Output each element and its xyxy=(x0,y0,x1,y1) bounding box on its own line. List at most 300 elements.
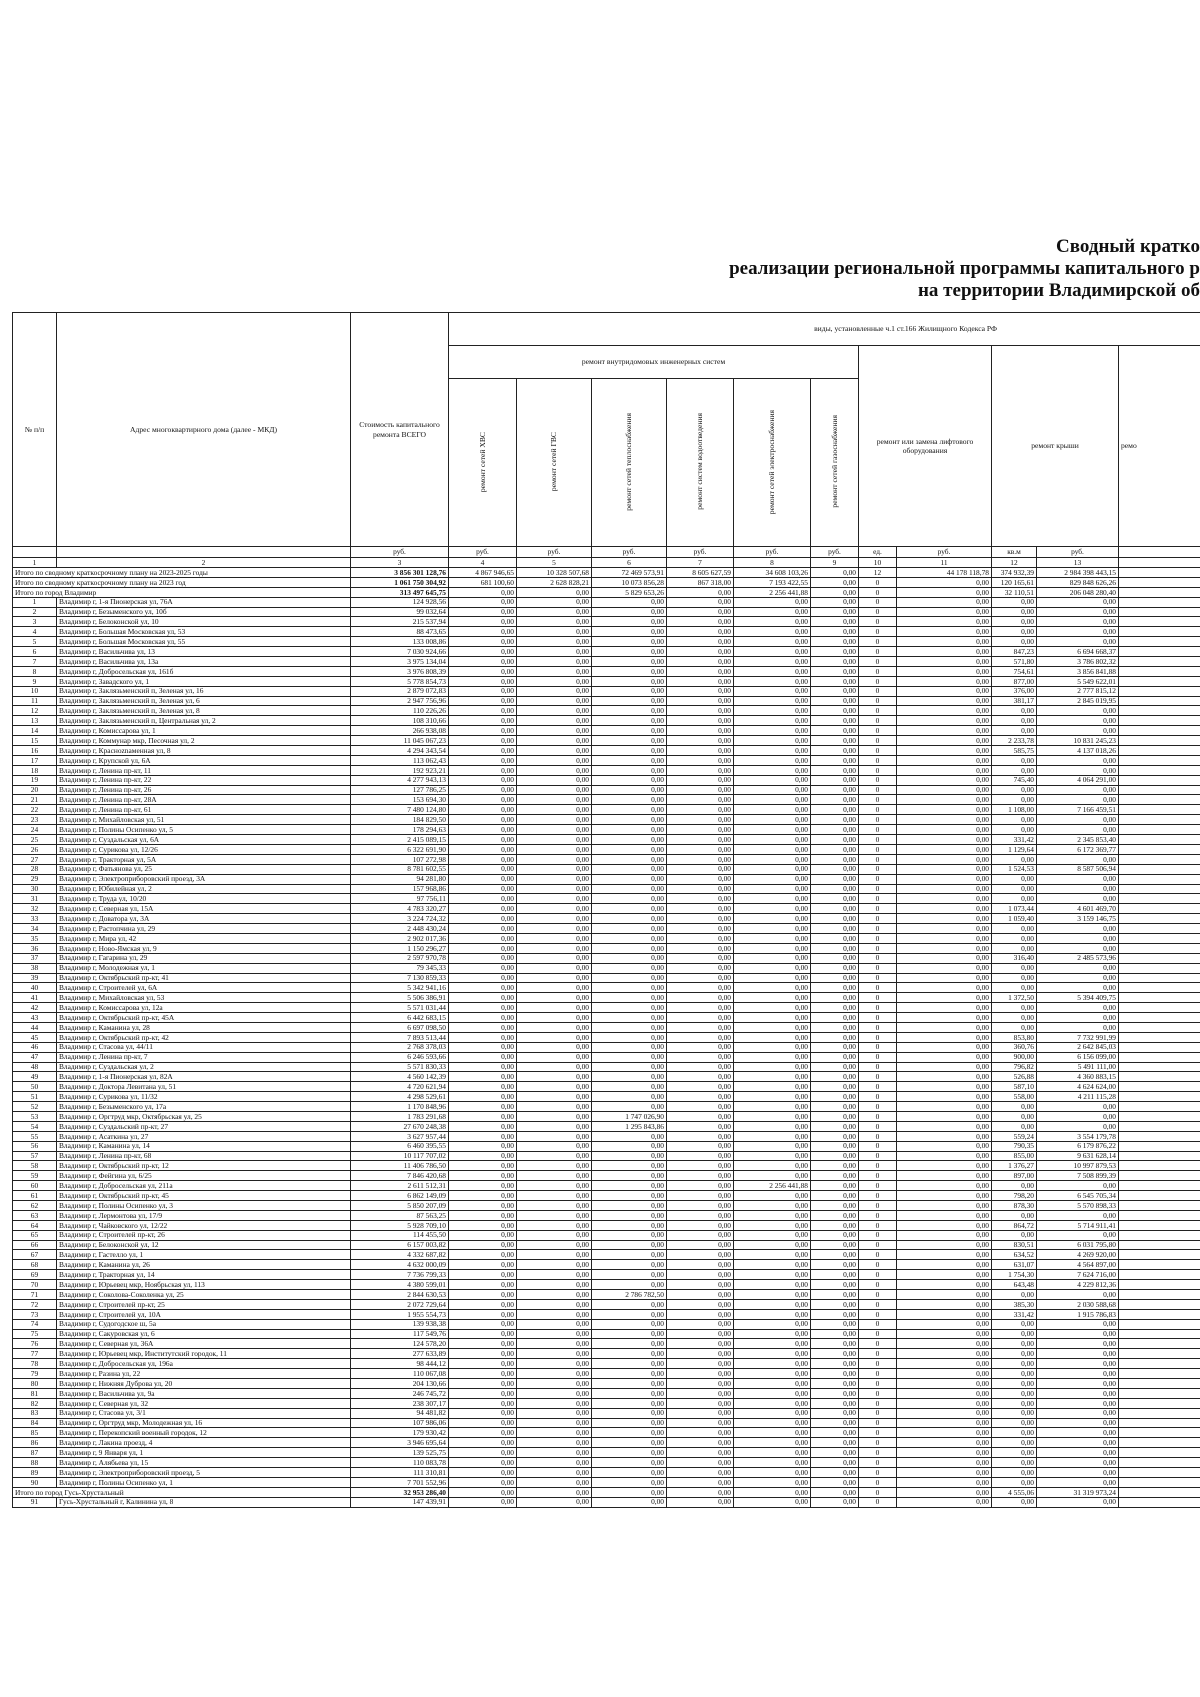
col-index: 10 xyxy=(859,558,897,568)
row-address: Владимир г, Фейгина ул, 6/25 xyxy=(57,1171,351,1181)
row-value-cell: 0,00 xyxy=(592,1171,667,1181)
table-row xyxy=(13,706,1200,716)
row-value-cell: 0,00 xyxy=(449,716,517,726)
row-address: Владимир г, Ленина пр-кт, 26 xyxy=(57,785,351,795)
row-value-cell: 0,00 xyxy=(1037,637,1119,647)
row-value-cell: 0,00 xyxy=(667,746,734,756)
overflow-cell xyxy=(1119,1299,1200,1309)
row-value-cell: 0,00 xyxy=(517,1052,592,1062)
row-value-cell: 0,00 xyxy=(734,1448,811,1458)
row-value-cell: 0,00 xyxy=(734,1121,811,1131)
table-row xyxy=(13,1260,1200,1270)
row-value-cell: 0,00 xyxy=(517,1121,592,1131)
row-number: 32 xyxy=(13,904,57,914)
row-value-cell: 0,00 xyxy=(897,1359,992,1369)
row-value-cell: 900,00 xyxy=(992,1052,1037,1062)
row-value-cell: 0,00 xyxy=(811,1072,859,1082)
row-value-cell: 0,00 xyxy=(734,1141,811,1151)
row-value-cell: 0,00 xyxy=(449,894,517,904)
row-value-cell: 0,00 xyxy=(811,1369,859,1379)
row-value-cell: 0,00 xyxy=(811,1092,859,1102)
table-row xyxy=(13,1191,1200,1201)
overflow-cell xyxy=(1119,1408,1200,1418)
row-address: Владимир г, Строителей пр-кт, 26 xyxy=(57,1230,351,1240)
total-value-cell: 0,00 xyxy=(811,1487,859,1497)
overflow-cell xyxy=(1119,894,1200,904)
overflow-cell xyxy=(1119,1131,1200,1141)
row-value-cell: 0,00 xyxy=(1037,1111,1119,1121)
table-row xyxy=(13,1408,1200,1418)
row-value-cell: 0,00 xyxy=(592,914,667,924)
row-value-cell: 0,00 xyxy=(897,1438,992,1448)
row-value-cell: 0,00 xyxy=(449,933,517,943)
row-value-cell: 0,00 xyxy=(734,1131,811,1141)
row-value-cell: 0,00 xyxy=(897,795,992,805)
row-total-cost: 246 745,72 xyxy=(351,1388,449,1398)
row-value-cell: 0,00 xyxy=(592,1438,667,1448)
row-value-cell: 0,00 xyxy=(1037,963,1119,973)
row-value-cell: 0,00 xyxy=(667,597,734,607)
row-total-cost: 6 246 593,66 xyxy=(351,1052,449,1062)
row-total-cost: 107 986,06 xyxy=(351,1418,449,1428)
row-value-cell: 0,00 xyxy=(1037,854,1119,864)
row-total-cost: 110 083,78 xyxy=(351,1458,449,1468)
row-value-cell: 0,00 xyxy=(897,894,992,904)
row-value-cell: 745,40 xyxy=(992,775,1037,785)
row-value-cell: 0,00 xyxy=(811,617,859,627)
row-value-cell: 0,00 xyxy=(1037,943,1119,953)
row-value-cell: 0,00 xyxy=(517,1131,592,1141)
row-value-cell: 0,00 xyxy=(517,1092,592,1102)
row-value-cell: 0,00 xyxy=(811,1062,859,1072)
header-electric: ремонт сетей электроснабжения xyxy=(734,379,811,547)
row-value-cell: 0,00 xyxy=(517,825,592,835)
table-row xyxy=(13,597,1200,607)
unit-cell: руб. xyxy=(811,547,859,558)
row-number: 8 xyxy=(13,666,57,676)
row-address: Владимир г, Северная ул, 32 xyxy=(57,1398,351,1408)
overflow-cell xyxy=(1119,1092,1200,1102)
row-value-cell: 0 xyxy=(859,854,897,864)
unit-cell: кв.м xyxy=(992,547,1037,558)
row-value-cell: 1 059,40 xyxy=(992,914,1037,924)
row-value-cell: 0,00 xyxy=(1037,617,1119,627)
table-row xyxy=(13,1369,1200,1379)
row-value-cell: 0,00 xyxy=(897,1111,992,1121)
row-total-cost: 178 294,63 xyxy=(351,825,449,835)
row-value-cell: 0,00 xyxy=(449,914,517,924)
row-value-cell: 0,00 xyxy=(592,874,667,884)
row-value-cell: 0,00 xyxy=(734,1052,811,1062)
row-value-cell: 0,00 xyxy=(734,953,811,963)
row-value-cell: 0,00 xyxy=(992,795,1037,805)
row-value-cell: 0,00 xyxy=(897,973,992,983)
row-value-cell: 790,35 xyxy=(992,1141,1037,1151)
row-value-cell: 0,00 xyxy=(592,933,667,943)
row-value-cell: 0,00 xyxy=(811,1171,859,1181)
row-value-cell: 0,00 xyxy=(592,1151,667,1161)
overflow-cell xyxy=(1119,1379,1200,1389)
row-value-cell: 0,00 xyxy=(592,1013,667,1023)
row-value-cell: 0,00 xyxy=(667,1072,734,1082)
table-row xyxy=(13,904,1200,914)
row-value-cell: 0,00 xyxy=(1037,785,1119,795)
row-value-cell: 6 031 795,80 xyxy=(1037,1240,1119,1250)
row-value-cell: 0,00 xyxy=(517,1339,592,1349)
row-value-cell: 0,00 xyxy=(897,953,992,963)
row-value-cell: 0,00 xyxy=(667,1438,734,1448)
row-value-cell: 0,00 xyxy=(811,627,859,637)
row-value-cell: 0 xyxy=(859,627,897,637)
row-value-cell: 0,00 xyxy=(449,825,517,835)
row-value-cell: 0,00 xyxy=(517,963,592,973)
row-address: Владимир г, Стасова ул, 3/1 xyxy=(57,1408,351,1418)
row-value-cell: 0,00 xyxy=(1037,1497,1119,1507)
row-number: 85 xyxy=(13,1428,57,1438)
row-value-cell: 0,00 xyxy=(449,686,517,696)
table-row xyxy=(13,1349,1200,1359)
row-number: 50 xyxy=(13,1082,57,1092)
row-value-cell: 0,00 xyxy=(1037,1388,1119,1398)
row-total-cost: 79 345,33 xyxy=(351,963,449,973)
row-value-cell: 0,00 xyxy=(517,1359,592,1369)
row-value-cell: 0,00 xyxy=(897,775,992,785)
total-value-cell: 44 178 118,78 xyxy=(897,568,992,578)
row-value-cell: 0,00 xyxy=(517,597,592,607)
overflow-cell xyxy=(1119,1141,1200,1151)
overflow-cell xyxy=(1119,706,1200,716)
row-value-cell: 0,00 xyxy=(811,1013,859,1023)
row-value-cell: 0,00 xyxy=(992,983,1037,993)
row-value-cell: 0,00 xyxy=(592,1458,667,1468)
row-value-cell: 0,00 xyxy=(734,854,811,864)
row-total-cost: 4 277 943,13 xyxy=(351,775,449,785)
table-row xyxy=(13,983,1200,993)
row-value-cell: 0,00 xyxy=(667,706,734,716)
row-value-cell: 0,00 xyxy=(897,1131,992,1141)
row-value-cell: 0,00 xyxy=(592,607,667,617)
total-value-cell: 0,00 xyxy=(897,577,992,587)
total-cost-cell: 32 953 286,40 xyxy=(351,1487,449,1497)
row-value-cell: 0,00 xyxy=(897,1299,992,1309)
row-value-cell: 0,00 xyxy=(592,1042,667,1052)
row-value-cell: 0,00 xyxy=(897,696,992,706)
row-address: Владимир г, Заклязьменский п, Зеленая ул, 8 xyxy=(57,706,351,716)
total-value-cell: 0,00 xyxy=(449,1487,517,1497)
row-value-cell: 0,00 xyxy=(811,765,859,775)
row-value-cell: 381,17 xyxy=(992,696,1037,706)
row-value-cell: 0,00 xyxy=(897,1052,992,1062)
row-value-cell: 0,00 xyxy=(517,1280,592,1290)
row-value-cell: 0,00 xyxy=(811,1151,859,1161)
row-value-cell: 0,00 xyxy=(667,1102,734,1112)
row-value-cell: 0,00 xyxy=(517,1428,592,1438)
row-value-cell: 0,00 xyxy=(992,1497,1037,1507)
row-value-cell: 0,00 xyxy=(592,795,667,805)
row-value-cell: 0,00 xyxy=(734,864,811,874)
row-address: Владимир г, Нижняя Дуброва ул, 20 xyxy=(57,1379,351,1389)
row-value-cell: 0 xyxy=(859,1191,897,1201)
overflow-cell xyxy=(1119,795,1200,805)
row-address: Владимир г, Перекопский военный городок, 12 xyxy=(57,1428,351,1438)
row-total-cost: 124 578,20 xyxy=(351,1339,449,1349)
row-value-cell: 0 xyxy=(859,1438,897,1448)
row-number: 11 xyxy=(13,696,57,706)
overflow-cell xyxy=(1119,1013,1200,1023)
row-value-cell: 0,00 xyxy=(734,1260,811,1270)
row-number: 88 xyxy=(13,1458,57,1468)
row-value-cell: 0,00 xyxy=(734,1161,811,1171)
row-value-cell: 4 211 115,28 xyxy=(1037,1092,1119,1102)
row-value-cell: 0,00 xyxy=(897,844,992,854)
row-value-cell: 0,00 xyxy=(992,1102,1037,1112)
row-value-cell: 0 xyxy=(859,1022,897,1032)
row-total-cost: 266 938,08 xyxy=(351,726,449,736)
row-address: Владимир г, Гагарина ул, 29 xyxy=(57,953,351,963)
table-row xyxy=(13,924,1200,934)
row-address: Владимир г, Октябрьский пр-кт, 45А xyxy=(57,1013,351,1023)
row-value-cell: 0,00 xyxy=(1037,1102,1119,1112)
row-value-cell: 0,00 xyxy=(992,627,1037,637)
row-value-cell: 0,00 xyxy=(734,686,811,696)
row-value-cell: 0,00 xyxy=(592,1230,667,1240)
row-value-cell: 0,00 xyxy=(592,953,667,963)
row-value-cell: 0,00 xyxy=(449,746,517,756)
row-value-cell: 0,00 xyxy=(667,874,734,884)
total-value-cell: 4 555,06 xyxy=(992,1487,1037,1497)
row-total-cost: 7 030 924,66 xyxy=(351,647,449,657)
row-value-cell: 0,00 xyxy=(734,1280,811,1290)
row-value-cell: 0,00 xyxy=(449,755,517,765)
row-value-cell: 0,00 xyxy=(449,617,517,627)
overflow-cell xyxy=(1119,1210,1200,1220)
row-value-cell: 0,00 xyxy=(517,657,592,667)
row-value-cell: 0,00 xyxy=(667,894,734,904)
row-value-cell: 7 732 991,99 xyxy=(1037,1032,1119,1042)
row-value-cell: 0,00 xyxy=(592,1131,667,1141)
row-total-cost: 1 150 296,27 xyxy=(351,943,449,953)
row-total-cost: 108 310,66 xyxy=(351,716,449,726)
row-value-cell: 0 xyxy=(859,1458,897,1468)
row-number: 62 xyxy=(13,1201,57,1211)
row-value-cell: 0,00 xyxy=(992,1369,1037,1379)
table-row xyxy=(13,1438,1200,1448)
row-total-cost: 4 783 320,27 xyxy=(351,904,449,914)
total-value-cell: 32 110,51 xyxy=(992,587,1037,597)
table-row xyxy=(13,775,1200,785)
row-value-cell: 0,00 xyxy=(811,1319,859,1329)
col-index: 5 xyxy=(517,558,592,568)
row-value-cell: 0,00 xyxy=(1037,825,1119,835)
row-value-cell: 2 642 845,03 xyxy=(1037,1042,1119,1052)
row-value-cell: 0,00 xyxy=(592,1329,667,1339)
row-value-cell: 0,00 xyxy=(897,825,992,835)
row-value-cell: 0 xyxy=(859,746,897,756)
row-value-cell: 0 xyxy=(859,1032,897,1042)
row-value-cell: 385,30 xyxy=(992,1299,1037,1309)
row-value-cell: 0,00 xyxy=(897,1201,992,1211)
row-address: Владимир г, Полины Осипенко ул, 3 xyxy=(57,1201,351,1211)
row-value-cell: 0,00 xyxy=(667,993,734,1003)
row-address: Владимир г, Ленина пр-кт, 61 xyxy=(57,805,351,815)
row-value-cell: 0,00 xyxy=(517,1181,592,1191)
row-address: Владимир г, Безыменского ул, 17а xyxy=(57,1102,351,1112)
row-total-cost: 8 781 602,55 xyxy=(351,864,449,874)
row-value-cell: 0,00 xyxy=(449,607,517,617)
row-value-cell: 0,00 xyxy=(517,676,592,686)
row-value-cell: 0,00 xyxy=(517,736,592,746)
row-value-cell: 0,00 xyxy=(897,1379,992,1389)
row-total-cost: 2 072 729,64 xyxy=(351,1299,449,1309)
row-value-cell: 877,00 xyxy=(992,676,1037,686)
row-value-cell: 878,30 xyxy=(992,1201,1037,1211)
row-value-cell: 0,00 xyxy=(734,894,811,904)
row-total-cost: 2 902 017,36 xyxy=(351,933,449,943)
row-value-cell: 0,00 xyxy=(992,1121,1037,1131)
row-value-cell: 0,00 xyxy=(449,1339,517,1349)
table-row xyxy=(13,1111,1200,1121)
row-value-cell: 0,00 xyxy=(992,1408,1037,1418)
row-value-cell: 0,00 xyxy=(897,805,992,815)
row-value-cell: 0,00 xyxy=(592,1418,667,1428)
total-value-cell: 0,00 xyxy=(517,1487,592,1497)
row-value-cell: 0 xyxy=(859,1468,897,1478)
row-value-cell: 0,00 xyxy=(992,1388,1037,1398)
row-value-cell: 0,00 xyxy=(811,1379,859,1389)
unit-cell: руб. xyxy=(351,547,449,558)
total-value-cell: 31 319 973,24 xyxy=(1037,1487,1119,1497)
row-value-cell: 0,00 xyxy=(667,1082,734,1092)
row-total-cost: 7 701 552,96 xyxy=(351,1477,449,1487)
row-value-cell: 6 172 369,77 xyxy=(1037,844,1119,854)
row-value-cell: 0,00 xyxy=(897,1448,992,1458)
row-value-cell: 571,80 xyxy=(992,657,1037,667)
row-total-cost: 94 481,82 xyxy=(351,1408,449,1418)
row-value-cell: 0,00 xyxy=(734,627,811,637)
row-value-cell: 0,00 xyxy=(517,1022,592,1032)
row-number: 25 xyxy=(13,835,57,845)
table-row xyxy=(13,1003,1200,1013)
overflow-cell xyxy=(1119,943,1200,953)
row-total-cost: 2 947 756,96 xyxy=(351,696,449,706)
row-value-cell: 0,00 xyxy=(811,1210,859,1220)
row-number: 53 xyxy=(13,1111,57,1121)
total-value-cell: 0 xyxy=(859,577,897,587)
row-value-cell: 0,00 xyxy=(897,726,992,736)
row-value-cell: 0,00 xyxy=(992,1013,1037,1023)
row-address: Владимир г, Завадского ул, 1 xyxy=(57,676,351,686)
row-number: 27 xyxy=(13,854,57,864)
row-value-cell: 0,00 xyxy=(517,1240,592,1250)
row-value-cell: 0,00 xyxy=(1037,765,1119,775)
row-address: Владимир г, Васильчива ул, 9а xyxy=(57,1388,351,1398)
overflow-cell xyxy=(1119,874,1200,884)
row-value-cell: 4 064 291,00 xyxy=(1037,775,1119,785)
row-value-cell: 0,00 xyxy=(592,924,667,934)
row-address: Владимир г, Лакина проезд, 4 xyxy=(57,1438,351,1448)
row-value-cell: 0,00 xyxy=(811,815,859,825)
row-value-cell: 0,00 xyxy=(992,815,1037,825)
overflow-cell xyxy=(1119,963,1200,973)
row-value-cell: 0,00 xyxy=(897,884,992,894)
overflow-cell xyxy=(1119,1477,1200,1487)
row-total-cost: 4 294 343,54 xyxy=(351,746,449,756)
total-value-cell: 0,00 xyxy=(667,1487,734,1497)
row-value-cell: 0,00 xyxy=(897,1230,992,1240)
overflow-cell xyxy=(1119,765,1200,775)
row-total-cost: 157 968,86 xyxy=(351,884,449,894)
row-value-cell: 0,00 xyxy=(449,1270,517,1280)
row-value-cell: 0,00 xyxy=(449,953,517,963)
row-value-cell: 0,00 xyxy=(897,1220,992,1230)
row-value-cell: 0,00 xyxy=(592,666,667,676)
row-value-cell: 5 714 911,41 xyxy=(1037,1220,1119,1230)
row-number: 43 xyxy=(13,1013,57,1023)
row-value-cell: 0,00 xyxy=(897,1121,992,1131)
row-total-cost: 7 480 124,80 xyxy=(351,805,449,815)
row-number: 72 xyxy=(13,1299,57,1309)
total-label: Итого по сводному краткосрочному плану на 2023 год xyxy=(13,577,351,587)
overflow-cell xyxy=(1119,844,1200,854)
total-value-cell: 0,00 xyxy=(811,587,859,597)
row-value-cell: 0,00 xyxy=(811,1042,859,1052)
overflow-cell xyxy=(1119,755,1200,765)
row-value-cell: 0,00 xyxy=(897,686,992,696)
overflow-cell xyxy=(1119,973,1200,983)
row-value-cell: 0,00 xyxy=(897,1349,992,1359)
row-value-cell: 0,00 xyxy=(811,785,859,795)
total-value-cell: 8 605 627,59 xyxy=(667,568,734,578)
row-value-cell: 0,00 xyxy=(992,1477,1037,1487)
row-value-cell: 0,00 xyxy=(667,1260,734,1270)
row-value-cell: 0,00 xyxy=(517,726,592,736)
table-row xyxy=(13,805,1200,815)
row-value-cell: 0,00 xyxy=(897,815,992,825)
row-address: Владимир г, Каманина ул, 28 xyxy=(57,1022,351,1032)
row-value-cell: 0,00 xyxy=(667,815,734,825)
unit-cell: руб. xyxy=(517,547,592,558)
row-value-cell: 0,00 xyxy=(734,1349,811,1359)
row-total-cost: 5 571 031,44 xyxy=(351,1003,449,1013)
row-value-cell: 0,00 xyxy=(517,775,592,785)
row-value-cell: 0,00 xyxy=(897,1072,992,1082)
row-value-cell: 0,00 xyxy=(811,924,859,934)
table-row xyxy=(13,1131,1200,1141)
row-total-cost: 2 448 430,24 xyxy=(351,924,449,934)
row-value-cell: 0,00 xyxy=(517,894,592,904)
total-row xyxy=(13,587,1200,597)
row-value-cell: 0,00 xyxy=(592,1201,667,1211)
overflow-cell xyxy=(1119,864,1200,874)
row-value-cell: 0,00 xyxy=(592,854,667,864)
unit-cell: ед. xyxy=(859,547,897,558)
total-value-cell: 5 829 653,26 xyxy=(592,587,667,597)
row-value-cell: 0,00 xyxy=(734,1339,811,1349)
row-address: Владимир г, Добросельская ул, 211а xyxy=(57,1181,351,1191)
row-address: Владимир г, Стасова ул, 44/11 xyxy=(57,1042,351,1052)
row-value-cell: 0,00 xyxy=(992,1230,1037,1240)
header-sewerage: ремонт систем водоотведения xyxy=(667,379,734,547)
row-value-cell: 0,00 xyxy=(449,1299,517,1309)
row-address: Владимир г, Комиссарова ул, 1 xyxy=(57,726,351,736)
row-value-cell: 0,00 xyxy=(517,647,592,657)
overflow-cell xyxy=(1119,884,1200,894)
row-value-cell: 0 xyxy=(859,1052,897,1062)
table-row xyxy=(13,1388,1200,1398)
row-value-cell: 0,00 xyxy=(897,607,992,617)
overflow-cell xyxy=(1119,933,1200,943)
table-row xyxy=(13,647,1200,657)
